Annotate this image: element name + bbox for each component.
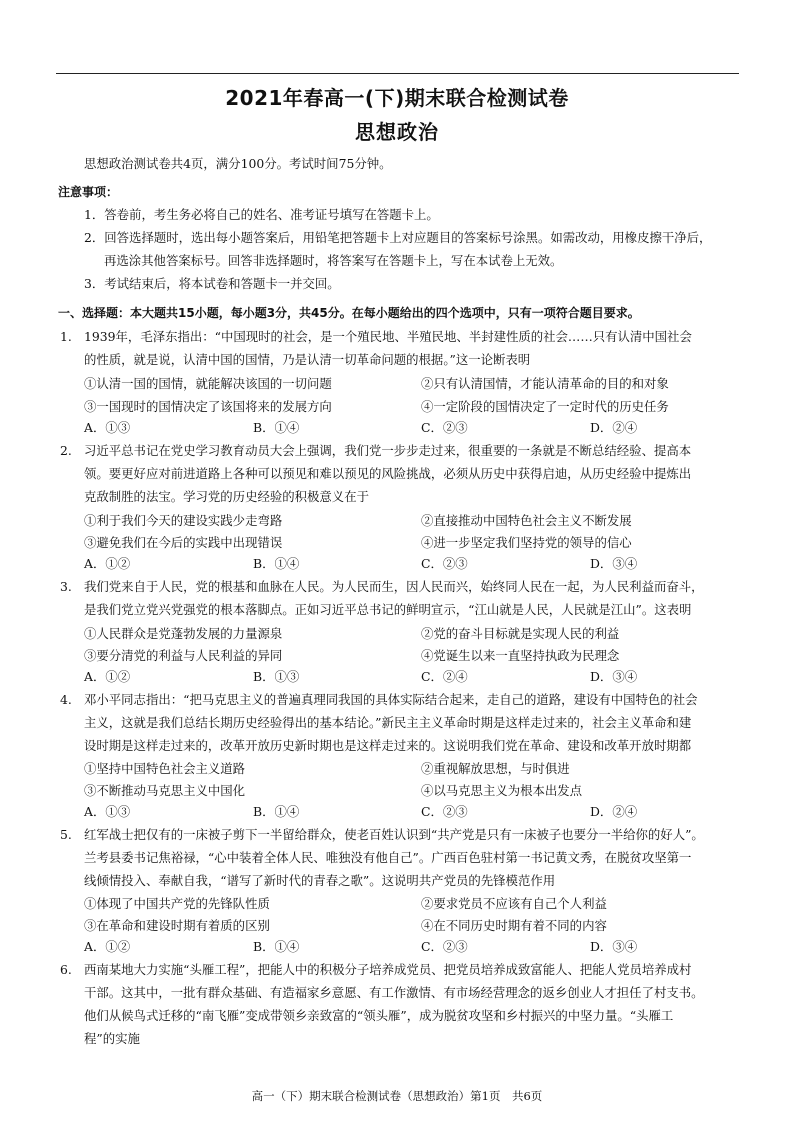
question-number: 6. <box>60 962 72 977</box>
statement-item: ①人民群众是党蓬勃发展的力量源泉 <box>84 626 283 641</box>
top-rule <box>56 73 739 74</box>
answer-choice: B．①③ <box>253 669 300 684</box>
question-stem: 线倾情投入、奉献自我，“谱写了新时代的青春之歌”。这说明共产党员的先锋模范作用 <box>84 873 556 888</box>
page-footer: 高一（下）期末联合检测试卷（思想政治）第1页 共6页 <box>251 1089 543 1103</box>
statement-item: ④一定阶段的国情决定了一定时代的历史任务 <box>421 399 669 414</box>
statement-item: ③一国现时的国情决定了该国将来的发展方向 <box>84 399 332 414</box>
statement-item: ③不断推动马克思主义中国化 <box>84 783 246 798</box>
notice-item: 3．考试结束后，将本试卷和答题卡一并交回。 <box>84 276 340 291</box>
statement-item: ②要求党员不应该有自己个人利益 <box>421 896 607 911</box>
answer-choice: D．③④ <box>590 556 638 571</box>
question-stem: 1939年，毛泽东指出：“中国现时的社会，是一个殖民地、半殖民地、半封建性质的社会……只有认清中国社会 <box>84 329 692 344</box>
answer-choice: D．②④ <box>590 420 638 435</box>
question-stem: 的性质，就是说，认清中国的国情，乃是认清一切革命问题的根据。”这一论断表明 <box>84 352 531 367</box>
answer-choice: A．①③ <box>84 420 131 435</box>
question-stem: 是我们党立党兴党强党的根本落脚点。正如习近平总书记的鲜明宣示，“江山就是人民，人民就是江山”。这表明 <box>84 602 692 617</box>
question-stem: 西南某地大力实施“头雁工程”，把能人中的积极分子培养成党员、把党员培养成致富能人、把能人党员培养成村 <box>84 962 692 977</box>
statement-item: ②只有认清国情，才能认清革命的目的和对象 <box>421 376 669 391</box>
question-stem: 他们从候鸟式迁移的“南飞雁”变成带领乡亲致富的“领头雁”，成为脱贫攻坚和乡村振兴的中坚力量。“头雁工 <box>84 1008 674 1023</box>
question-stem: 邓小平同志指出：“把马克思主义的普遍真理同我国的具体实际结合起来，走自己的道路，建设有中国特色的社会 <box>84 692 698 707</box>
question-stem: 兰考县委书记焦裕禄，“心中装着全体人民、唯独没有他自己”。广西百色驻村第一书记黄文秀，在脱贫攻坚第一 <box>84 850 692 865</box>
question-stem: 主义，这就是我们总结长期历史经验得出的基本结论。”新民主主义革命时期是这样走过来的，社会主义革命和建 <box>84 715 692 730</box>
answer-choice: B．①④ <box>253 420 300 435</box>
statement-item: ②直接推动中国特色社会主义不断发展 <box>421 513 632 528</box>
statement-item: ③要分清党的利益与人民利益的异同 <box>84 648 283 663</box>
answer-choice: B．①④ <box>253 804 300 819</box>
answer-choice: C．②③ <box>421 556 468 571</box>
answer-choice: D．③④ <box>590 669 638 684</box>
statement-item: ③在革命和建设时期有着质的区别 <box>84 918 270 933</box>
answer-choice: A．①② <box>84 939 131 954</box>
answer-choice: B．①④ <box>253 939 300 954</box>
statement-item: ④在不同历史时期有着不同的内容 <box>421 918 607 933</box>
question-stem: 习近平总书记在党史学习教育动员大会上强调，我们党一步步走过来，很重要的一条就是不断总结经验、提高本 <box>84 443 692 458</box>
statement-item: ①利于我们今天的建设实践少走弯路 <box>84 513 283 528</box>
notice-item: 2．回答选择题时，选出每小题答案后，用铅笔把答题卡上对应题目的答案标号涂黑。如需改动，用橡皮擦干净后， <box>84 230 712 245</box>
question-stem: 克敌制胜的法宝。学习党的历史经验的积极意义在于 <box>84 489 369 504</box>
question-stem: 程”的实施 <box>84 1031 140 1046</box>
answer-choice: A．①③ <box>84 804 131 819</box>
question-number: 5. <box>60 827 72 842</box>
answer-choice: C．②③ <box>421 804 468 819</box>
notice-item: 再选涂其他答案标号。回答非选择题时，将答案写在答题卡上，写在本试卷上无效。 <box>104 253 563 268</box>
statement-item: ④进一步坚定我们坚持党的领导的信心 <box>421 535 632 550</box>
answer-choice: D．③④ <box>590 939 638 954</box>
question-number: 1. <box>60 329 72 344</box>
question-stem: 设时期是这样走过来的，改革开放历史新时期也是这样走过来的。这说明我们党在革命、建设和改革开放时期都 <box>84 738 692 753</box>
question-number: 4. <box>60 692 72 707</box>
question-stem: 领。要更好应对前进道路上各种可以预见和难以预见的风险挑战，必须从历史中获得启迪，从历史经验中提炼出 <box>84 466 692 481</box>
answer-choice: B．①④ <box>253 556 300 571</box>
statement-item: ③避免我们在今后的实践中出现错误 <box>84 535 283 550</box>
subject-title: 思想政治 <box>355 120 439 144</box>
notice-heading: 注意事项： <box>58 185 119 199</box>
question-stem: 我们党来自于人民，党的根基和血脉在人民。为人民而生，因人民而兴，始终同人民在一起，为人民利益而奋斗， <box>84 579 704 594</box>
statement-item: ②党的奋斗目标就是实现人民的利益 <box>421 626 620 641</box>
answer-choice: C．②③ <box>421 939 468 954</box>
answer-choice: C．②③ <box>421 420 468 435</box>
question-number: 3. <box>60 579 72 594</box>
answer-choice: A．①② <box>84 556 131 571</box>
statement-item: ④党诞生以来一直坚持执政为民理念 <box>421 648 620 663</box>
statement-item: ④以马克思主义为根本出发点 <box>421 783 583 798</box>
answer-choice: A．①② <box>84 669 131 684</box>
question-stem: 干部。这其中，一批有群众基础、有造福家乡意愿、有工作激情、有市场经营理念的返乡创业人才担任了村支书。 <box>84 985 704 1000</box>
statement-item: ①体现了中国共产党的先锋队性质 <box>84 896 270 911</box>
exam-title: 2021年春高一(下)期末联合检测试卷 <box>225 86 569 110</box>
question-stem: 红军战士把仅有的一床被子剪下一半留给群众，使老百姓认识到“共产党是只有一床被子也要分一半给你的好人”。 <box>84 827 704 842</box>
statement-item: ②重视解放思想，与时俱进 <box>421 761 570 776</box>
intro-text: 思想政治测试卷共4页，满分100分。考试时间75分钟。 <box>84 156 392 171</box>
notice-item: 1．答卷前，考生务必将自己的姓名、准考证号填写在答题卡上。 <box>84 207 439 222</box>
section-heading: 一、选择题：本大题共15小题，每小题3分，共45分。在每小题给出的四个选项中，只有一项符合题目要求。 <box>58 306 640 320</box>
statement-item: ①坚持中国特色社会主义道路 <box>84 761 246 776</box>
answer-choice: C．②④ <box>421 669 468 684</box>
question-number: 2. <box>60 443 72 458</box>
statement-item: ①认清一国的国情，就能解决该国的一切问题 <box>84 376 332 391</box>
answer-choice: D．②④ <box>590 804 638 819</box>
